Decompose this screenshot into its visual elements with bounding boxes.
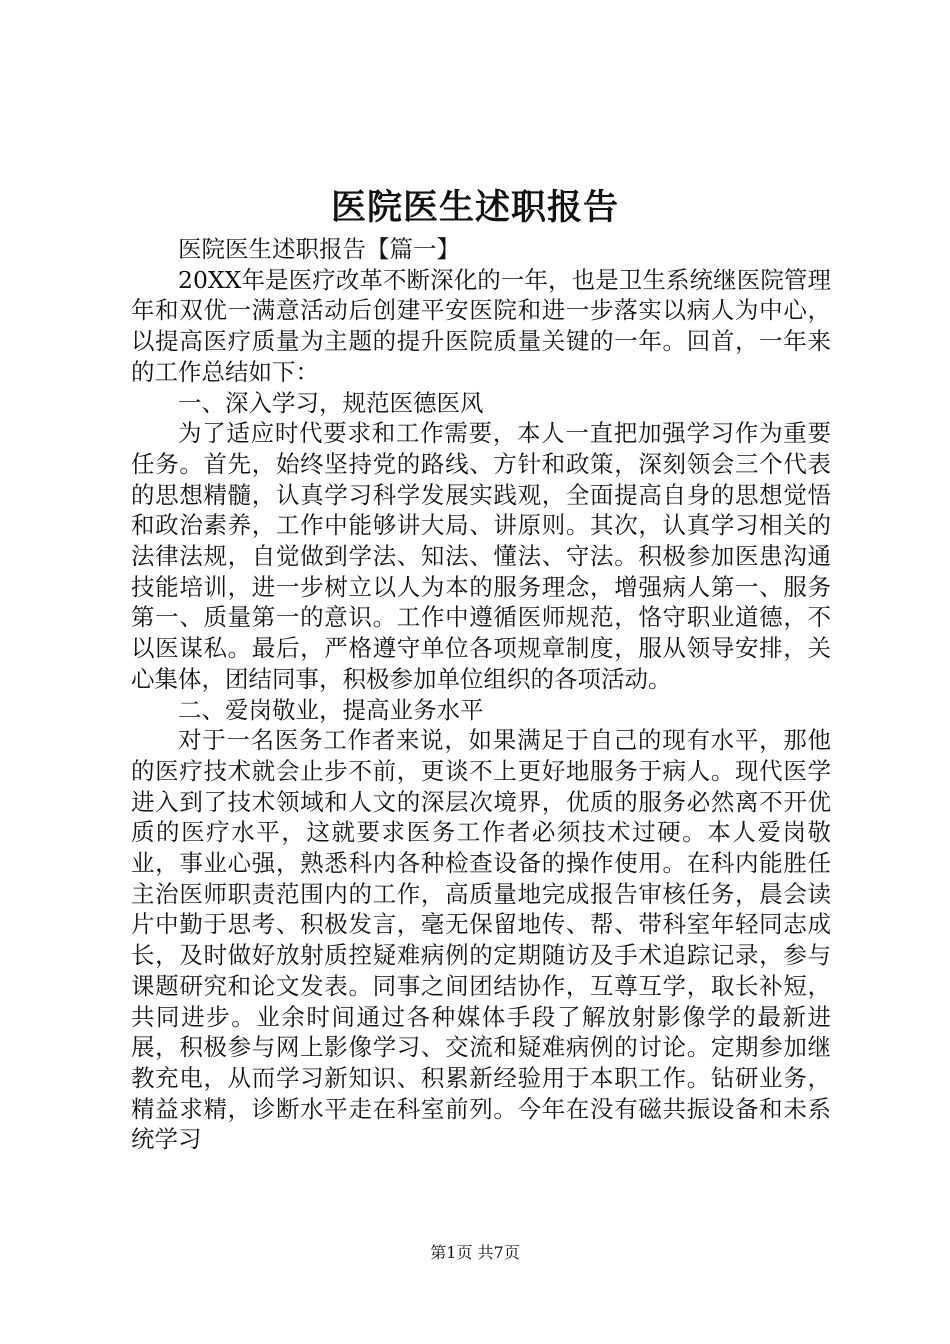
page-footer: 第1页 共7页 xyxy=(430,1243,520,1262)
document-title: 医院医生述职报告 xyxy=(330,187,619,228)
section-heading-2: 二、爱岗敬业，提高业务水平 xyxy=(178,695,484,724)
body-paragraph-2: 对于一名医务工作者来说，如果满足于自己的现有水平，那他的医疗技术就会止步不前，更谈不上更好地服务于病人。现代医学进入到了技术领域和人文的深层次境界，优质的服务必然离不开优质的医疗水平，这就要求医务工作者必须技术过硬。本人爱岗敬业，事业心强，熟悉科内各种检查设备的操作使用。在科内能胜任主治医师职责范围内的工作，高质量地完成报告审核任务，晨会读片中勤于思考、积极发言，毫无保留地传、帮、带科室年轻同志成长，及时做好放射质控疑难病例的定期随访及手术追踪记录，参与课题研究和论文发表。同事之间团结协作，互尊互学，取长补短，共同进步。业余时间通过各种媒体手段了解放射影像学的最新进展，积极参与网上影像学习、交流和疑难病例的讨论。定期参加继教充电，从而学习新知识、积累新经验用于本职工作。钻研业务，精益求精，诊断水平走在科室前列。今年在没有磁共振设备和未系统学习 xyxy=(131,726,831,1154)
section-subtitle: 医院医生述职报告【篇一】 xyxy=(178,235,460,263)
section-heading-1: 一、深入学习，规范医德医风 xyxy=(178,388,484,417)
intro-paragraph: 20XX年是医疗改革不断深化的一年，也是卫生系统继医院管理年和双优一满意活动后创建平安医院和进一步落实以病人为中心，以提高医疗质量为主题的提升医院质量关键的一年。回首，一年来的工作总结如下： xyxy=(131,265,831,386)
document-body xyxy=(131,234,831,1155)
body-paragraph-1: 为了适应时代要求和工作需要，本人一直把加强学习作为重要任务。首先，始终坚持党的路线、方针和政策，深刻领会三个代表的思想精髓，认真学习科学发展实践观，全面提高自身的思想觉悟和政治素养，工作中能够讲大局、讲原则。其次，认真学习相关的法律法规，自觉做到学法、知法、懂法、守法。积极参加医患沟通技能培训，进一步树立以人为本的服务理念，增强病人第一、服务第一、质量第一的意识。工作中遵循医师规范，恪守职业道德，不以医谋私。最后，严格遵守单位各项规章制度，服从领导安排，关心集体，团结同事，积极参加单位组织的各项活动。 xyxy=(131,419,831,693)
